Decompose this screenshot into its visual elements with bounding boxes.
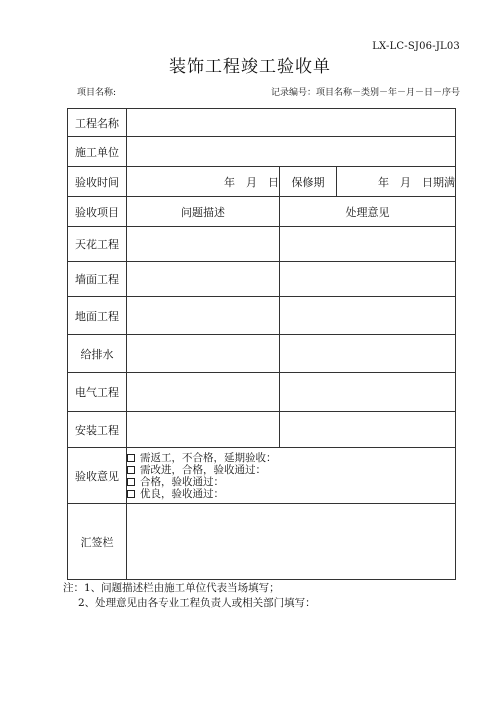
opinion-option-label: 优良，验收通过：: [140, 487, 224, 500]
problem-field[interactable]: [127, 297, 280, 335]
problem-field[interactable]: [127, 373, 280, 412]
item-label: 地面工程: [68, 297, 127, 335]
item-label: 天花工程: [68, 227, 127, 262]
document-title: 装饰工程竣工验收单: [169, 57, 331, 77]
row-acceptance-time: [68, 167, 456, 197]
warranty-expiry-field[interactable]: 年 月 日期满: [337, 167, 456, 197]
construction-unit-field[interactable]: [127, 137, 456, 167]
problem-description-header: 问题描述: [127, 197, 280, 227]
acceptance-time-label: 验收时间: [68, 167, 127, 197]
problem-field[interactable]: [127, 227, 280, 262]
item-row: [68, 373, 456, 412]
row-project-name: [68, 109, 456, 137]
project-name-field[interactable]: [127, 109, 456, 137]
item-label: 给排水: [68, 335, 127, 373]
checkbox-icon[interactable]: [127, 454, 135, 462]
checkbox-icon[interactable]: [127, 490, 135, 498]
problem-field[interactable]: [127, 412, 280, 448]
row-construction-unit: [68, 137, 456, 167]
handling-field[interactable]: [280, 335, 456, 373]
handling-opinion-header: 处理意见: [280, 197, 456, 227]
row-column-headers: [68, 197, 456, 227]
acceptance-opinion-label: 验收意见: [68, 448, 127, 504]
opinion-option-label: 合格，验收通过：: [140, 475, 224, 488]
construction-unit-label: 施工单位: [68, 137, 127, 167]
signature-label: 汇签栏: [68, 504, 127, 580]
opinion-option[interactable]: [127, 464, 455, 476]
handling-field[interactable]: [280, 412, 456, 448]
acceptance-form-table: [67, 108, 456, 580]
opinion-option[interactable]: [127, 452, 455, 464]
item-label: 安装工程: [68, 412, 127, 448]
footnote-2: 2、处理意见由各专业工程负责人或相关部门填写：: [78, 597, 316, 609]
document-code: LX-LC-SJ06-JL03: [372, 41, 460, 52]
row-signatures: [68, 504, 456, 580]
opinion-option[interactable]: [127, 476, 455, 488]
item-label: 电气工程: [68, 373, 127, 412]
handling-field[interactable]: [280, 373, 456, 412]
record-number-label: 记录编号：项目名称－类别－年－月－日－序号: [270, 88, 460, 98]
checkbox-icon[interactable]: [127, 478, 135, 486]
acceptance-opinion-options: [127, 448, 456, 504]
row-acceptance-opinion: [68, 448, 456, 504]
project-name-label: 项目名称:: [77, 88, 117, 98]
signature-field[interactable]: [127, 504, 456, 580]
footnotes: [63, 581, 316, 611]
item-row: [68, 335, 456, 373]
item-row: [68, 412, 456, 448]
handling-field[interactable]: [280, 297, 456, 335]
handling-field[interactable]: [280, 262, 456, 297]
project-name-label-cell: 工程名称: [68, 109, 127, 137]
item-row: [68, 227, 456, 262]
opinion-option-label: 需改进，合格，验收通过：: [140, 463, 266, 476]
acceptance-date-field[interactable]: 年 月 日: [127, 167, 280, 197]
checkbox-icon[interactable]: [127, 466, 135, 474]
opinion-option-label: 需返工，不合格，延期验收：: [140, 451, 277, 464]
problem-field[interactable]: [127, 335, 280, 373]
item-label: 墙面工程: [68, 262, 127, 297]
opinion-option[interactable]: [127, 488, 455, 500]
item-row: [68, 297, 456, 335]
footnote-1: 注：1、问题描述栏由施工单位代表当场填写；: [63, 582, 280, 594]
item-row: [68, 262, 456, 297]
item-header: 验收项目: [68, 197, 127, 227]
problem-field[interactable]: [127, 262, 280, 297]
handling-field[interactable]: [280, 227, 456, 262]
warranty-label: 保修期: [280, 167, 337, 197]
